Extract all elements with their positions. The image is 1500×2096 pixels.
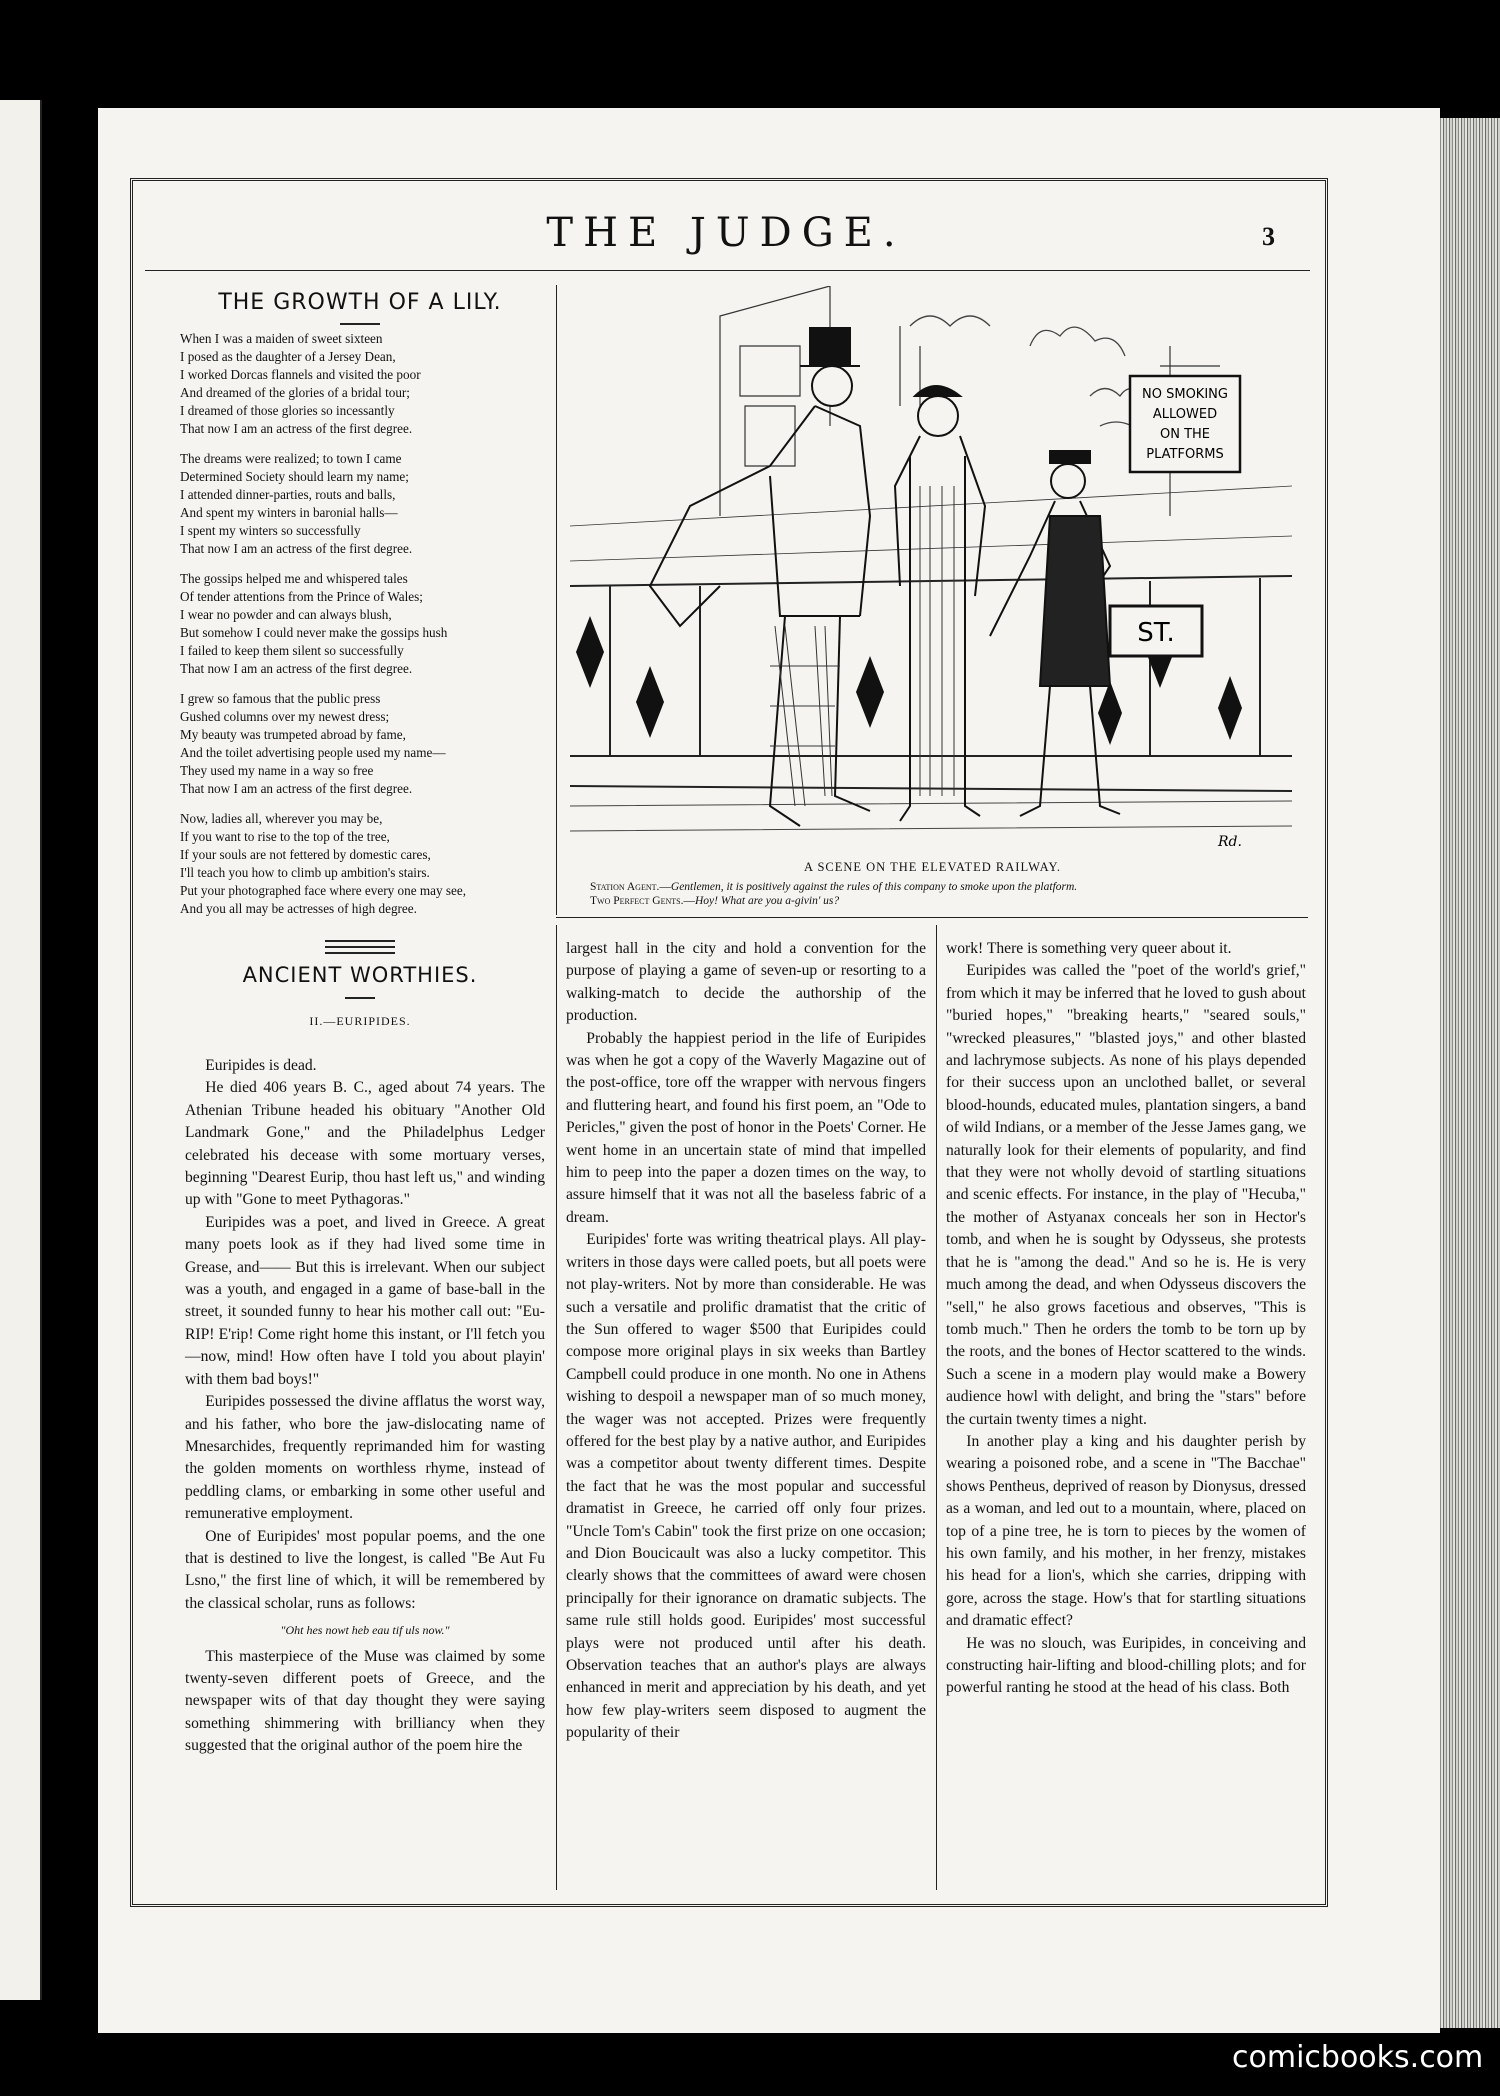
dialogue-line-2: Two Perfect Gents.—Hoy! What are you a-givin' us?	[590, 895, 840, 907]
page-number: 3	[1262, 222, 1275, 251]
poem-line: The dreams were realized; to town I came	[180, 451, 402, 466]
cartoon-illustration	[570, 286, 1292, 858]
ornament-rule	[345, 997, 375, 999]
article-paragraph: Probably the happiest period in the life of Euripides was when he got a copy of the Waverly Magazine out of the post-office, tore off the wrapper with nervous fingers and fluttering heart, and found his first poem, an "Ode to Pericles," given the post of honor in the Poets' Corner. He went home in an uncertain state of mind that impelled him to peep into the paper a dozen times on the way, to assure himself that it was not all the baseless fabric of a dream.	[566, 1029, 926, 1226]
street-sign	[1110, 606, 1202, 656]
poem-line: If you want to rise to the top of the tree,	[180, 829, 390, 844]
poem-line: Now, ladies all, wherever you may be,	[180, 811, 383, 826]
sign-line: PLATFORMS	[1146, 447, 1224, 462]
sign-line: ON THE	[1159, 427, 1211, 442]
sign-line: NO SMOKING	[1142, 387, 1228, 402]
ornament-rule	[325, 946, 395, 948]
poem-line: If your souls are not fettered by domestic cares,	[180, 847, 431, 862]
article-paragraph: Euripides was a poet, and lived in Greece. A great many poets look as if they had lived some time in Grease, and—— But this is irrelevant. When our subject was a youth, and engaged in a game of base-ball in the street, it sounded funny to hear his mother call out: "Eu-RIP! E'rip! Come right home this instant, or I'll fetch you—now, mind! How often have I told you about playin' with them bad boys!"	[185, 1213, 545, 1388]
cartoon-caption-title: A SCENE ON THE ELEVATED RAILWAY.	[803, 860, 1061, 874]
article-subtitle: II.—EURIPIDES.	[309, 1014, 411, 1028]
poem-line: But somehow I could never make the gossips hush	[180, 625, 448, 640]
article-paragraph: This masterpiece of the Muse was claimed by some twenty-seven different poets of Greece, and the newspaper wits of that day thought they were saying something shimmering with brilliancy when they suggested that the original author of the poem hire the	[185, 1647, 545, 1755]
poem-line: And dreamed of the glories of a bridal tour;	[180, 385, 410, 400]
poem-body	[180, 330, 540, 930]
quoted-line: "Oht hes nowt heb eau tif uls now."	[280, 1623, 450, 1638]
poem-stanza	[180, 810, 540, 918]
sign-line: ST.	[1137, 618, 1175, 648]
column-rule	[556, 285, 557, 915]
poem-line: I attended dinner-parties, routs and balls,	[180, 487, 396, 502]
article-paragraph: largest hall in the city and hold a convention for the purpose of playing a game of seven-up or resorting to a walking-match to decide the authorship of the production.	[566, 940, 926, 1025]
column-rule	[936, 925, 937, 1890]
speaker-label: Two Perfect Gents.	[590, 895, 684, 907]
article-paragraph: work! There is something very queer about it.	[946, 940, 1232, 957]
poem-line: I grew so famous that the public press	[180, 691, 381, 706]
poem-stanza	[180, 330, 540, 438]
poem-line: Of tender attentions from the Prince of Wales;	[180, 589, 423, 604]
cartoon-dialogue	[590, 880, 1310, 908]
column-rule	[556, 925, 557, 1890]
poem-line: I'll teach you how to climb up ambition's stairs.	[180, 865, 430, 880]
article-column-1	[185, 1055, 545, 1758]
poem-line: And you all may be actresses of high degree.	[180, 901, 417, 916]
ornament-rule	[340, 323, 380, 325]
poem-stanza	[180, 450, 540, 558]
poem-line: That now I am an actress of the first degree.	[180, 661, 413, 676]
article-column-2	[566, 938, 926, 1745]
poem-line: I worked Dorcas flannels and visited the poor	[180, 367, 421, 382]
article-paragraph: Euripides' forte was writing theatrical plays. All play-writers in those days were called poets, but all poets were not play-writers. Not by more than considerable. He was such a versatile and prolific dramatist that the critic of the Sun offered to wager $500 that Euripides could compose more original plays in six weeks than Bartley Campbell could produce in one month. No one in Athens wishing to despoil a newspaper man of so much money, the wager was not accepted. Prizes were frequently offered for the best play by a native author, and Euripides was a competitor about twenty different times. Despite the fact that he was the most popular and successful dramatist in Greece, he carried off only four prizes. "Uncle Tom's Cabin" took the first prize on one occasion; and Dion Boucicault was also a lucky competitor. This clearly shows that the committees of award were chosen principally for their ignorance on dramatic subjects. The same rule still holds good. Euripides' most successful plays were not produced until after his death. Observation teaches that an author's plays are always enhanced in merit and appreciation by his death, and yet how few play-writers seem disposed to augment the popularity of their	[566, 1231, 926, 1742]
page-stack-edge	[1438, 118, 1500, 2028]
sign-line: ALLOWED	[1152, 407, 1218, 422]
poem-line: I failed to keep them silent so successfully	[180, 643, 404, 658]
poem-line: I dreamed of those glories so incessantly	[180, 403, 395, 418]
article-paragraph: One of Euripides' most popular poems, and the one that is destined to live the longest, is called "Be Aut Fu Lsno," the first line of which, it will be remembered by the classical scholar, runs as follows:	[185, 1527, 545, 1612]
poem-line: Put your photographed face where every one may see,	[180, 883, 466, 898]
dialogue-line-1: Station Agent.—Gentlemen, it is positively against the rules of this company to smoke upon the platform.	[590, 881, 1078, 893]
ornament-rule	[325, 940, 395, 942]
article-paragraph: Euripides possessed the divine afflatus the worst way, and his father, who bore the jaw-dislocating name of Mnesarchides, frequently reprimanded him for wasting the golden moments on worthless rhyme, instead of peddling clams, or embarking in some other useful and remunerative employment.	[185, 1393, 545, 1523]
poem-line: That now I am an actress of the first degree.	[180, 781, 413, 796]
poem-title: THE GROWTH OF A LILY.	[218, 290, 502, 315]
article-paragraph: Euripides was called the "poet of the world's grief," from which it may be inferred that he loved to gush about "buried hopes," "breaking hearts," "seared souls," "wrecked pleasures," "blasted joys," and other blasted and lachrymose subjects. As none of his plays depended for their success upon an unclothed ballet, or several blood-hounds, educated mules, plantation singers, a band of wild Indians, or a member of the Jesse James gang, we naturally look for their elements of popularity, and find that they were not wholly devoid of startling situations and scenic effects. For instance, in the play of "Hecuba," the mother of Astyanax conceals her son in Hector's tomb, and when he is sought by Odysseus, she protests that he is "among the dead." And so he is. He is very much among the dead, and when Odysseus discovers the "sell," he also grows facetious and observes, "This is tomb much." Then he orders the tomb to be torn up by the roots, and the bones of Hector scattered to the winds. Such a scene in a modern play would make a Bowery audience howl with delight, and bring the "stars" before the curtain twenty times a night.	[946, 962, 1306, 1428]
poem-line: And the toilet advertising people used my name—	[180, 745, 446, 760]
article-paragraph: He was no slouch, was Euripides, in conceiving and constructing hair-lifting and blood-chilling plots; and for powerful ranting he stood at the head of his class. Both	[946, 1634, 1306, 1697]
speaker-text: Gentlemen, it is positively against the rules of this company to smoke upon the platform.	[670, 881, 1078, 893]
poem-line: My beauty was trumpeted abroad by fame,	[180, 727, 406, 742]
poem-line: I wear no powder and can always blush,	[180, 607, 392, 622]
poem-stanza	[180, 570, 540, 678]
article-paragraph: Euripides is dead.	[205, 1057, 317, 1074]
poem-line: And spent my winters in baronial halls—	[180, 505, 398, 520]
poem-line: Determined Society should learn my name;	[180, 469, 409, 484]
ornament-rule	[325, 952, 395, 954]
site-watermark: comicbooks.com	[1232, 2040, 1484, 2075]
svg-text:Rd.: Rd.	[1218, 834, 1242, 850]
article-column-3	[946, 938, 1306, 1700]
poem-line: Gushed columns over my newest dress;	[180, 709, 390, 724]
cartoon-bottom-rule	[556, 917, 1308, 918]
poem-line: That now I am an actress of the first degree.	[180, 421, 413, 436]
poem-line: That now I am an actress of the first degree.	[180, 541, 413, 556]
poem-line: The gossips helped me and whispered tales	[180, 571, 408, 586]
no-smoking-sign	[1130, 376, 1240, 472]
poem-line: When I was a maiden of sweet sixteen	[180, 331, 383, 346]
poem-stanza	[180, 690, 540, 798]
masthead-rule	[145, 270, 1310, 271]
article-paragraph: In another play a king and his daughter perish by wearing a poisoned robe, and a scene in "The Bacchae" shows Pentheus, deprived of reason by Dionysus, dressed as a woman, and led out to a mountain, where, placed on top of a pine tree, he is torn to pieces by the women of his own family, and his mother, in her frenzy, mistakes his head for a lion's, which she carries, dripping with gore, across the stage. How's that for startling situations and dramatic effect?	[946, 1432, 1306, 1630]
poem-line: They used my name in a way so free	[180, 763, 374, 778]
poem-line: I posed as the daughter of a Jersey Dean,	[180, 349, 396, 364]
masthead-title: THE JUDGE.	[546, 210, 906, 256]
speaker-text: Hoy! What are you a-givin' us?	[694, 895, 840, 907]
article-title: ANCIENT WORTHIES.	[242, 963, 478, 987]
article-paragraph: He died 406 years B. C., aged about 74 years. The Athenian Tribune headed his obituary "Another Old Landmark Gone," and the Philadelphus Ledger celebrated his decease with some mortuary verses, beginning "Dearest Eurip, thou hast left us," and winding up with "Gone to meet Pythagoras."	[185, 1079, 545, 1209]
facing-page-edge	[0, 100, 42, 2000]
speaker-label: Station Agent.	[590, 881, 660, 893]
poem-line: I spent my winters so successfully	[180, 523, 361, 538]
